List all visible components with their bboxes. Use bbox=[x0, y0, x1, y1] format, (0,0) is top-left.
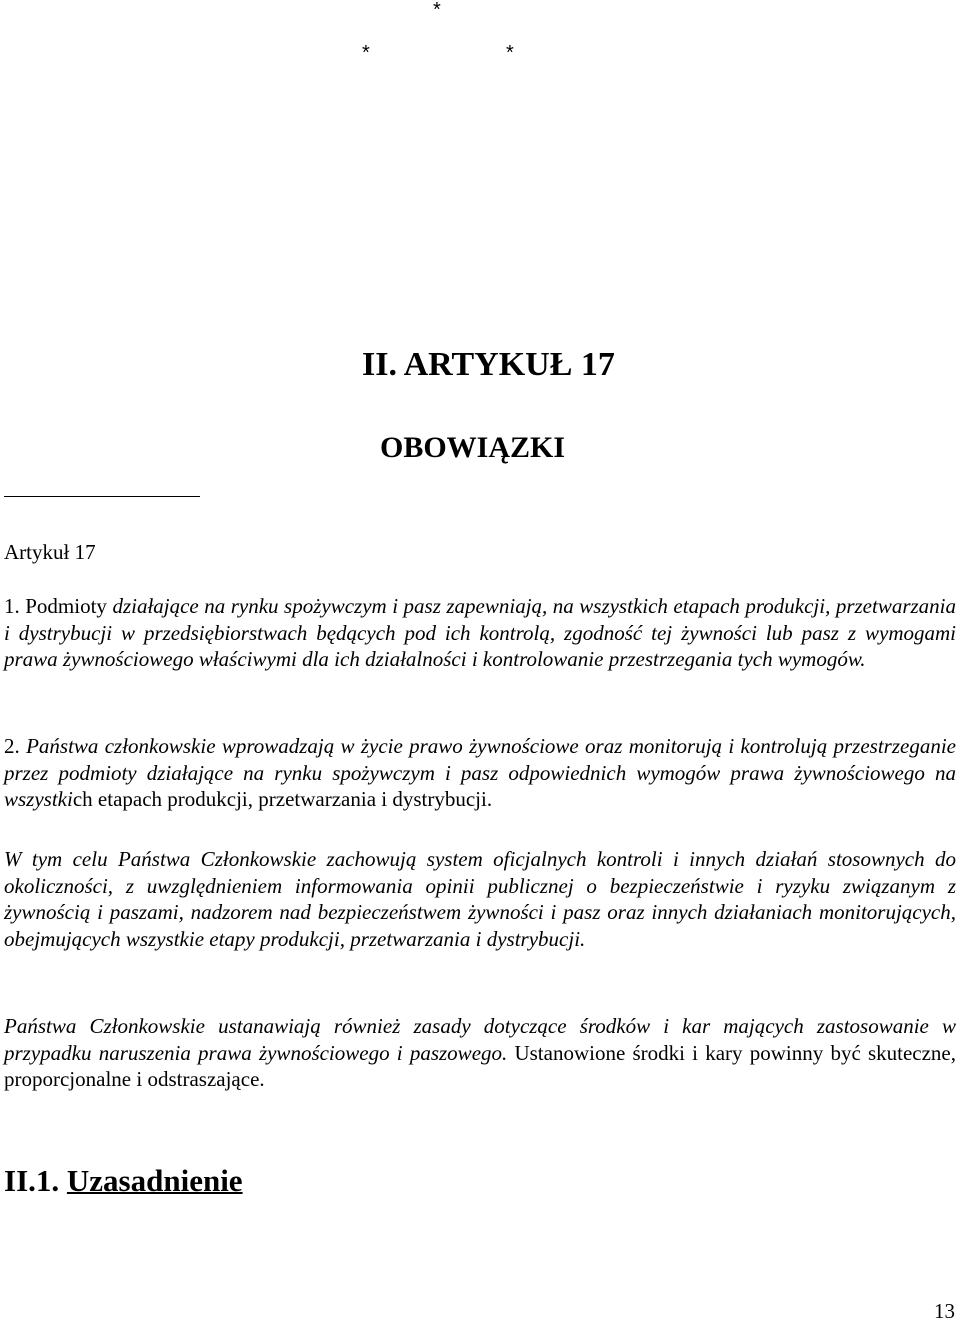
paragraph-1-lead: Podmioty bbox=[25, 594, 113, 618]
section-title: Uzasadnienie bbox=[66, 1163, 243, 1198]
chapter-title: II. ARTYKUŁ 17 bbox=[362, 346, 615, 383]
asterisk-left: * bbox=[362, 42, 370, 64]
asterisk-top: * bbox=[433, 0, 441, 21]
paragraph-3-italic: W tym celu Państwa Członkowskie zachowują system oficjalnych kontroli i innych działań stosownych do okoliczności, z uwzględnieniem informowania opinii publicznej o bezpieczeństwie i ryzyku związanym z żywnością i paszami, nadzorem nad bezpieczeństwem żywności i pasz oraz innych działaniach monitorujących, obejmujących wszystkie etapy produkcji, przetwarzania i dystrybucji. bbox=[4, 847, 956, 951]
paragraph-3 bbox=[4, 846, 956, 952]
paragraph-2-number: 2. bbox=[4, 734, 27, 758]
article-label: Artykuł 17 bbox=[4, 540, 96, 564]
section-number: II.1. bbox=[4, 1163, 67, 1198]
chapter-subtitle: OBOWIĄZKI bbox=[380, 431, 566, 464]
page-number: 13 bbox=[934, 1299, 955, 1323]
asterisk-right: * bbox=[506, 42, 514, 64]
paragraph-1 bbox=[4, 593, 956, 673]
paragraph-2 bbox=[4, 733, 956, 813]
paragraph-2-normal: ch etapach produkcji, przetwarzania i dystrybucji. bbox=[72, 787, 493, 811]
paragraph-1-italic: działające na rynku spożywczym i pasz zapewniają, na wszystkich etapach produkcji, przetwarzania i dystrybucji w przedsiębiorstwach będących pod ich kontrolą, zgodność tej żywności lub pasz z wymogami prawa żywnościowego właściwymi dla ich działalności i kontrolowanie przestrzegania tych wymogów. bbox=[4, 594, 957, 671]
paragraph-1-number: 1. bbox=[4, 594, 26, 618]
paragraph-4-normal: Ustanowione środki i kary powinny być skuteczne, proporcjonalne i odstraszające. bbox=[4, 1040, 957, 1091]
section-heading bbox=[4, 1163, 243, 1199]
paragraph-4-italic: Państwa Członkowskie ustanawiają również zasady dotyczące środków i kar mających zastosowanie w przypadku naruszenia prawa żywnościowego i paszowego. bbox=[4, 1014, 956, 1065]
paragraph-2-italic: Państwa członkowskie wprowadzają w życie prawo żywnościowe oraz monitorują i kontrolują przestrzeganie przez podmioty działające na rynku spożywczym i pasz odpowiednich wymogów prawa żywnościowego na wszystki bbox=[4, 734, 956, 811]
separator-rule bbox=[4, 496, 200, 497]
paragraph-4 bbox=[4, 1013, 956, 1093]
